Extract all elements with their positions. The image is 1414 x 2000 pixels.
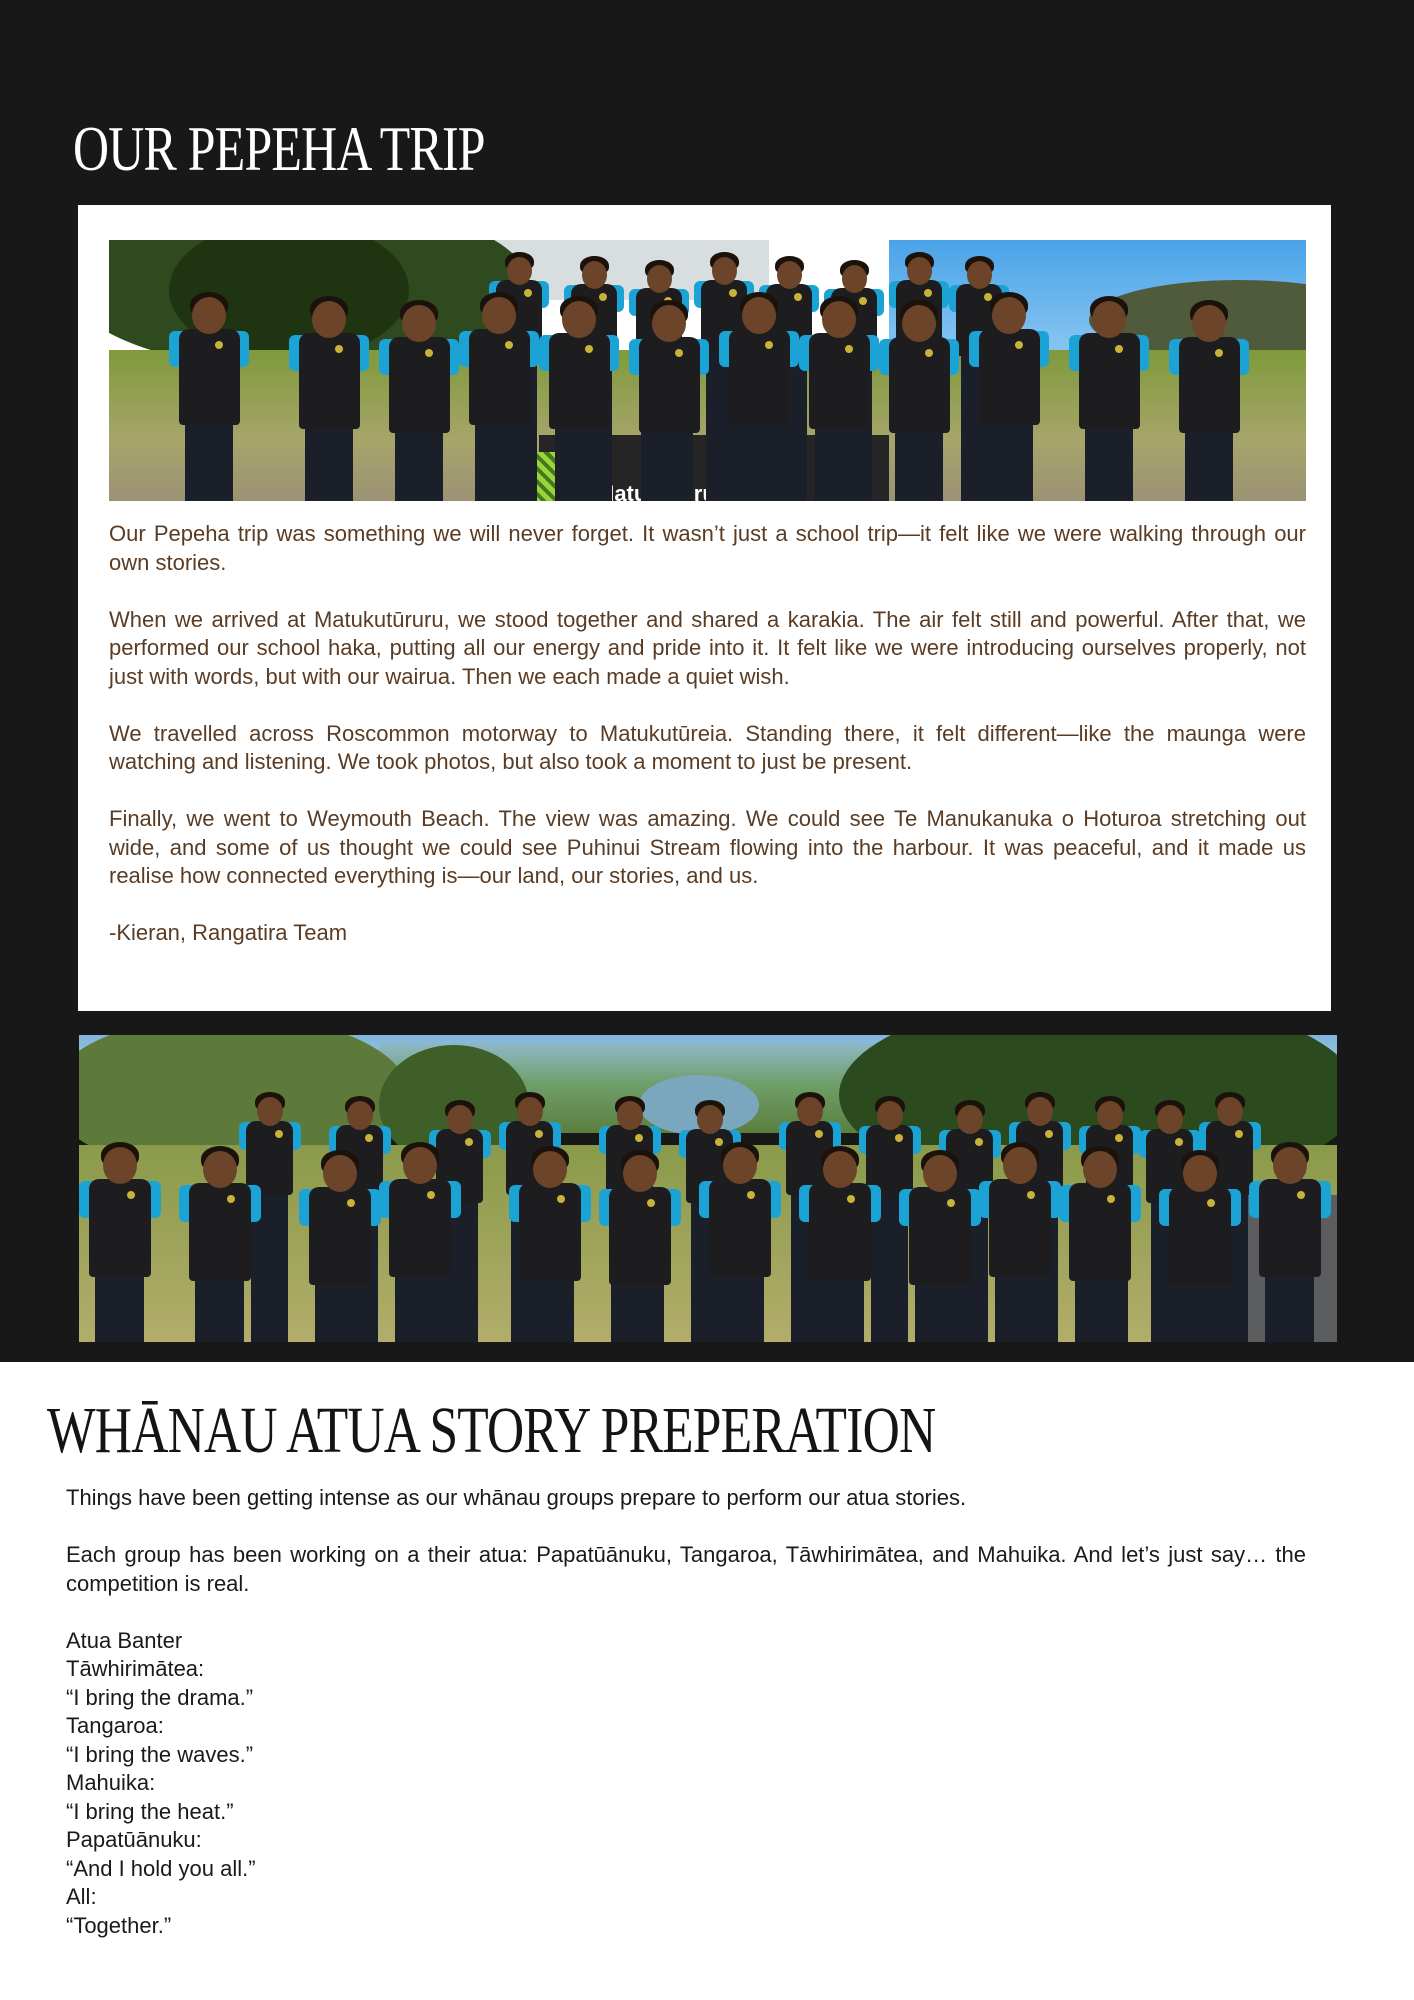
photo-person [599, 1153, 681, 1342]
photo-person [879, 303, 959, 501]
photo-person [799, 1149, 881, 1342]
photo-person [1249, 1145, 1331, 1342]
banter-heading: Atua Banter [66, 1627, 183, 1653]
section-title-whanau-atua: WHĀNAU ATUA STORY PREPERATION [47, 1394, 936, 1467]
story-paragraph: Finally, we went to Weymouth Beach. The view was amazing. We could see Te Manukanuka o Hoturoa stretching out wide, and some of us thought we could see Puhinui Stream flowing into the harbour. It was peaceful, and it made us realise how connected everything is—our land, our stories, and us. [109, 806, 1306, 888]
section-title-pepeha-trip: OUR PEPEHA TRIP [73, 113, 485, 184]
group-photo-matukuturuwu [109, 240, 1306, 501]
banter-line: “I bring the drama.” [66, 1684, 254, 1710]
banter-line: Tāwhirimātea: [66, 1656, 205, 1681]
banter-line: “I bring the waves.” [66, 1741, 254, 1767]
photo-person [899, 1153, 981, 1342]
group-photo-weymouth [79, 1035, 1337, 1342]
photo-person [539, 299, 619, 501]
photo-person [509, 1149, 591, 1342]
photo-person [179, 1149, 261, 1342]
story-signature: -Kieran, Rangatira Team [109, 920, 348, 945]
photo-person [1069, 299, 1149, 501]
photo-person [459, 295, 539, 501]
photo-person [799, 299, 879, 501]
photo-person [699, 1145, 781, 1342]
photo-person [379, 1145, 461, 1342]
photo-person [1059, 1149, 1141, 1342]
pepeha-story-text [109, 520, 1306, 976]
banter-line: “And I hold you all.” [66, 1855, 256, 1881]
photo-person [979, 1145, 1061, 1342]
photo-person [379, 303, 459, 501]
banter-line: “I bring the heat.” [66, 1798, 234, 1824]
story-paragraph: We travelled across Roscommon motorway to Matukutūreia. Standing there, it felt different—like the maunga were watching and listening. We took photos, but also took a moment to just be present. [109, 720, 1306, 774]
photo-person [1159, 1153, 1241, 1342]
story-paragraph: When we arrived at Matukutūruru, we stood together and shared a karakia. The air felt still and powerful. After that, we performed our school haka, putting all our energy and pride into it. It felt like we were introducing ourselves properly, not just with words, but with our wairua. Then we each made a quiet wish. [109, 606, 1306, 689]
photo-person [169, 295, 249, 501]
banter-line: Tangaroa: [66, 1713, 164, 1738]
photo-person [299, 1153, 381, 1342]
atua-story-text [66, 1484, 1306, 1940]
banter-line: “Together.” [66, 1912, 172, 1938]
atua-paragraph: Things have been getting intense as our whānau groups prepare to perform our atua stories. [66, 1485, 967, 1510]
atua-banter [66, 1627, 1306, 1941]
atua-paragraph: Each group has been working on a their atua: Papatūānuku, Tangaroa, Tāwhirimātea, and Mahuika. And let’s just say… the competition is real. [66, 1542, 1306, 1596]
photo-person [79, 1145, 161, 1342]
photo-person [969, 295, 1049, 501]
banter-line: Mahuika: [66, 1770, 156, 1795]
banter-line: All: [66, 1884, 97, 1909]
photo-person [719, 295, 799, 501]
story-paragraph: Our Pepeha trip was something we will never forget. It wasn’t just a school trip—it felt like we were walking through our own stories. [109, 521, 1306, 575]
photo-person [289, 299, 369, 501]
photo-person [1169, 303, 1249, 501]
banter-line: Papatūānuku: [66, 1827, 202, 1852]
photo-person [629, 303, 709, 501]
